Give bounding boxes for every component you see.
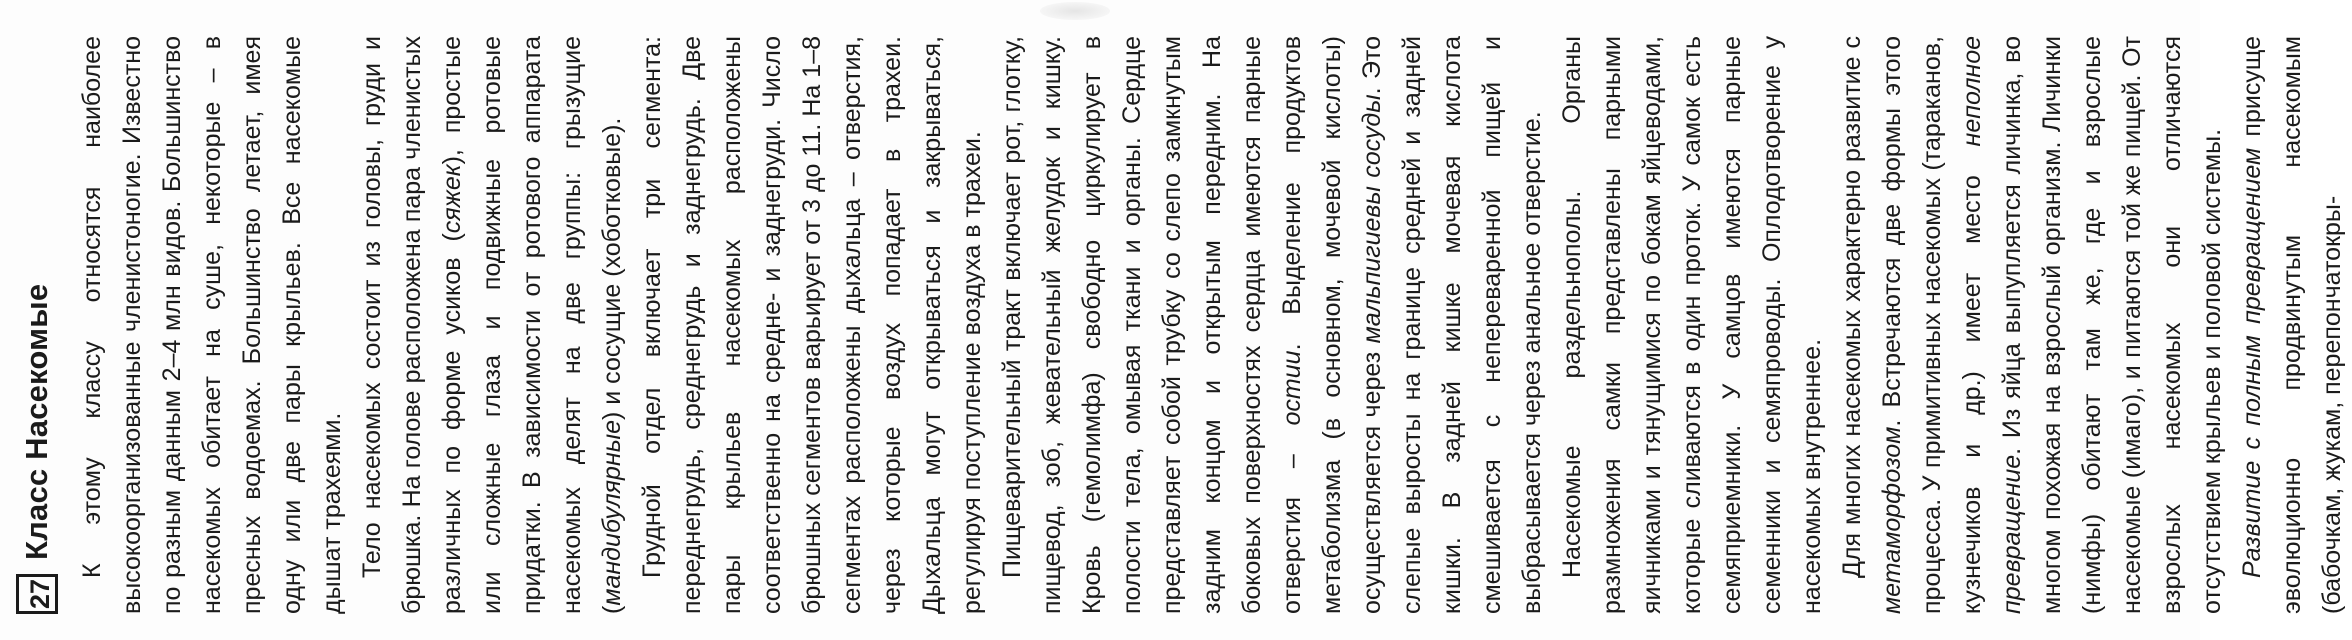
paragraph-digestion xyxy=(992,36,1552,614)
lesson-body xyxy=(72,36,2352,614)
lesson-number-badge: 27 xyxy=(16,574,58,614)
paragraph-body-structure xyxy=(352,36,632,614)
text-run: присуще эволюционно продвинутым насекомым (бабочкам, жукам, перепончатокры- xyxy=(2238,35,2346,614)
text-run: ) и сосущие (хоботковые). xyxy=(598,117,626,420)
text-run: Тело насекомых состоит из головы, груди и брюшка. На голове расположена пара членистых различных по форме усиков ( xyxy=(358,36,466,614)
term-italic: мандибулярные xyxy=(598,420,626,606)
text-run: ), простые или сложные глаза и подвижные ротовые придатки. В зависимости от ротового аппарата насекомых делят на две группы: грызущие ( xyxy=(438,36,626,614)
text-run: К этому классу относятся наиболее высокоорганизованные членистоногие. Известно по разным данным 2–4 млн видов. Большинство насекомых обитает на суше, некоторые – в пресных водоемах. Большинство летает, имея одну или две пары крыльев. Все насекомые дышат трахеями. xyxy=(78,36,346,614)
lesson-header xyxy=(8,36,66,614)
paragraph-complete-metamorphosis xyxy=(2232,36,2352,614)
term-italic: неполное превращение xyxy=(1958,36,2026,614)
paragraph-thorax xyxy=(632,36,992,614)
text-run: . Это слепые выросты на границе средней и задней кишки. В задней кишке мочевая кислота смешивается с непереваренной пищей и выбрасывается через анальное отверстие. xyxy=(1358,36,1546,614)
paragraph-metamorphosis xyxy=(1832,36,2232,614)
text-run: . Встречаются две формы этого процесса. У примитивных насекомых (тараканов, кузнечиков и др.) имеет место xyxy=(1878,36,1986,614)
lesson-title: Класс Насекомые xyxy=(19,283,54,560)
text-run: Пищеварительный тракт включает рот, глотку, пищевод, зоб, жевательный желудок и кишку. Кровь (гемолимфа) свободно циркулирует в полости тела, омывая ткани и органы. Сердце представляет собой трубку со слепо замкнутым задним концом и открытым передним. На боковых поверхностях сердца имеются парные отверстия – xyxy=(998,36,1306,614)
term-italic: остии xyxy=(1278,350,1306,426)
term-italic: мальпигиевы сосуды xyxy=(1358,94,1386,344)
text-run: Для многих насекомых характерно развитие с xyxy=(1838,36,1866,578)
paragraph-intro xyxy=(72,36,352,614)
term-italic: метаморфозом xyxy=(1878,426,1906,614)
paragraph-reproduction xyxy=(1552,36,1832,614)
text-run: Насекомые раздельнополы. Органы размножения самки представлены парными яичниками и тянущимися по бокам яйцеводами, которые сливаются в один проток. У самок есть семяприемники. У самцов имеются парные семенники и семяпроводы. Оплодотворение у насекомых внутреннее. xyxy=(1558,36,1826,614)
text-run: . Выделение продуктов метаболизма (в основном, мочевой кислоты) осуществляется через xyxy=(1278,36,1386,614)
text-run: Грудной отдел включает три сегмента: переднегрудь, среднегрудь и заднегрудь. Две пары крыльев насекомых расположены соответственно на средне- и заднегруди. Число брюшных сегментов варьирует от 3 до 11. На 1–8 сегментах расположены дыхальца – отверстия, через которые воздух попадает в трахеи. Дыхальца могут открываться и закрываться, регулируя поступление воздуха в трахеи. xyxy=(638,36,986,614)
text-run: . Из яйца выпупляется личинка, во многом похожая на взрослый организм. Личинки (нимфы) обитают там же, где и взрослые насекомые (имаго), и питаются той же пищей. От взрослых насекомых они отличаются отсутствием крыльев и половой системы. xyxy=(1998,36,2226,614)
term-italic: сяжек xyxy=(438,164,466,234)
term-italic: Развитие с полным превращением xyxy=(2238,147,2266,578)
